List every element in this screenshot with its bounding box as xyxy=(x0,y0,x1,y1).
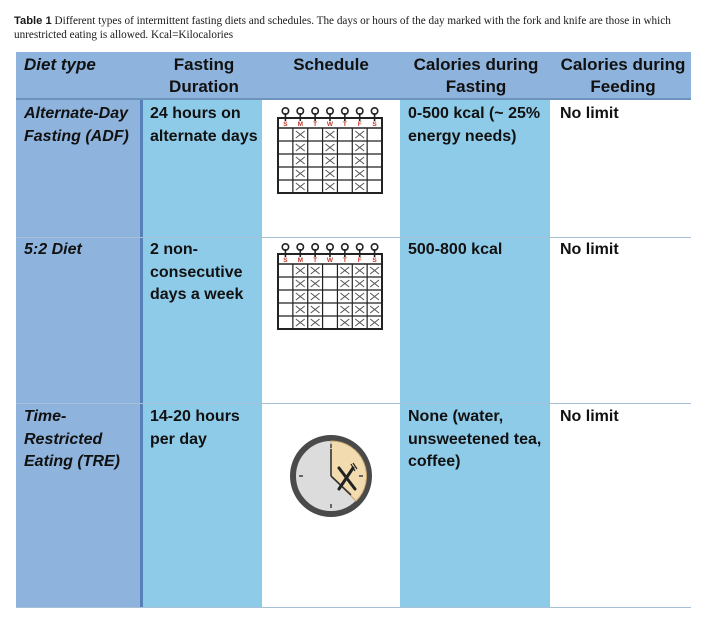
header-calories-fasting: Calories during Fasting xyxy=(413,55,539,96)
row-adf-fasting-duration: 24 hours on alternate days xyxy=(150,105,258,145)
calendar-day-label: F xyxy=(357,121,362,128)
calendar-day-label: W xyxy=(326,257,334,264)
calendar-day-label: T xyxy=(313,121,318,128)
calendar-day-label: M xyxy=(297,257,303,264)
row-adf-diet-type: Alternate-Day Fasting (ADF) xyxy=(24,105,129,145)
row-52-diet-type: 5:2 Diet xyxy=(24,241,82,258)
row-adf-calories-feeding: No limit xyxy=(560,105,619,122)
calendar-icon xyxy=(274,106,386,206)
row-52-fasting-duration: 2 non-consecutive days a week xyxy=(150,241,244,303)
calendar-day-label: T xyxy=(342,121,347,128)
calendar-day-label: T xyxy=(342,257,347,264)
calendar-day-label: S xyxy=(283,121,288,128)
row-tre-fasting-duration: 14-20 hours per day xyxy=(150,408,240,448)
clock-fork-knife-icon xyxy=(289,434,373,518)
row-divider xyxy=(16,607,691,608)
calendar-day-label: T xyxy=(313,257,318,264)
calendar-day-label: S xyxy=(283,257,288,264)
row-tre-calories-feeding: No limit xyxy=(560,408,619,425)
col-calories-feeding xyxy=(550,52,691,608)
row-adf-calories-fasting: 0-500 kcal (~ 25% energy needs) xyxy=(408,105,541,145)
row-tre-calories-fasting: None (water, unsweetened tea, coffee) xyxy=(408,408,542,470)
caption-label: Table 1 xyxy=(14,15,52,27)
row-tre-diet-type: Time-Restricted Eating (TRE) xyxy=(24,408,120,470)
row-52-calories-feeding: No limit xyxy=(560,241,619,258)
caption-text: Different types of intermittent fasting diets and schedules. The days or hours of the day marked with the fork and knife are those in which unrestricted eating is allowed. Kcal=Kilocalories xyxy=(14,15,671,41)
header-schedule: Schedule xyxy=(293,55,369,74)
row-divider xyxy=(16,237,691,238)
calendar-day-label: F xyxy=(357,257,362,264)
header-calories-feeding: Calories during Feeding xyxy=(560,55,686,96)
row-52-calories-fasting: 500-800 kcal xyxy=(408,241,503,258)
row-divider xyxy=(16,403,691,404)
calendar-day-label: W xyxy=(326,121,334,128)
calendar-icon xyxy=(274,242,386,342)
fasting-table xyxy=(16,52,691,608)
calendar-day-label: S xyxy=(372,121,377,128)
header-fasting-duration: Fasting Duration xyxy=(169,55,239,96)
calendar-day-label: M xyxy=(297,121,303,128)
header-diet-type: Diet type xyxy=(24,55,96,74)
calendar-day-label: S xyxy=(372,257,377,264)
table-caption xyxy=(14,14,698,42)
